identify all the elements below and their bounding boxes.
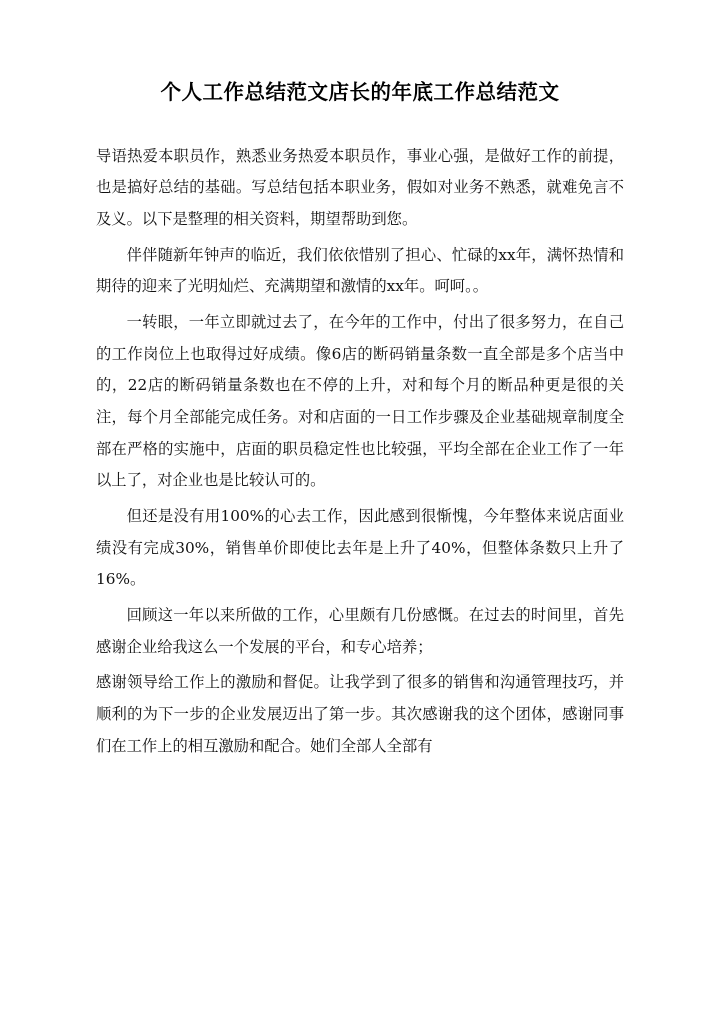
paragraph-5: 感谢领导给工作上的激励和督促。让我学到了很多的销售和沟通管理技巧，并顺利的为下一步的企业发展迈出了第一步。其次感谢我的这个团体，感谢同事们在工作上的相互激励和配合。她们全部人全部有 bbox=[96, 673, 624, 755]
paragraph-3: 但还是没有用100%的心去工作，因此感到很惭愧，今年整体来说店面业绩没有完成30%，销售单价即使比去年是上升了40%，但整体条数只上升了16%。 bbox=[96, 506, 624, 589]
paragraph-intro: 导语热爱本职员作，熟悉业务热爱本职员作，事业心强，是做好工作的前提，也是搞好总结的基础。写总结包括本职业务，假如对业务不熟悉，就难免言不及义。以下是整理的相关资料，期望帮助到您。 bbox=[96, 146, 624, 228]
document-body bbox=[96, 141, 624, 762]
paragraph-2: 一转眼，一年立即就过去了，在今年的工作中，付出了很多努力，在自己的工作岗位上也取得过好成绩。像6店的断码销量条数一直全部是多个店当中的，22店的断码销量条数也在不停的上升，对和每个月的断品种更是很的关注，每个月全部能完成任务。对和店面的一日工作步骤及企业基础规章制度全部在严格的实施中，店面的职员稳定性也比较强，平均全部在企业工作了一年以上了，对企业也是比较认可的。 bbox=[96, 312, 624, 490]
page-title: 个人工作总结范文店长的年底工作总结范文 bbox=[160, 80, 560, 104]
paragraph-4: 回顾这一年以来所做的工作，心里颇有几份感慨。在过去的时间里，首先感谢企业给我这么一个发展的平台，和专心培养； bbox=[96, 605, 624, 656]
paragraph-1: 伴伴随新年钟声的临近，我们依依惜别了担心、忙碌的xx年，满怀热情和期待的迎来了光明灿烂、充满期望和激情的xx年。呵呵。。 bbox=[96, 245, 624, 296]
